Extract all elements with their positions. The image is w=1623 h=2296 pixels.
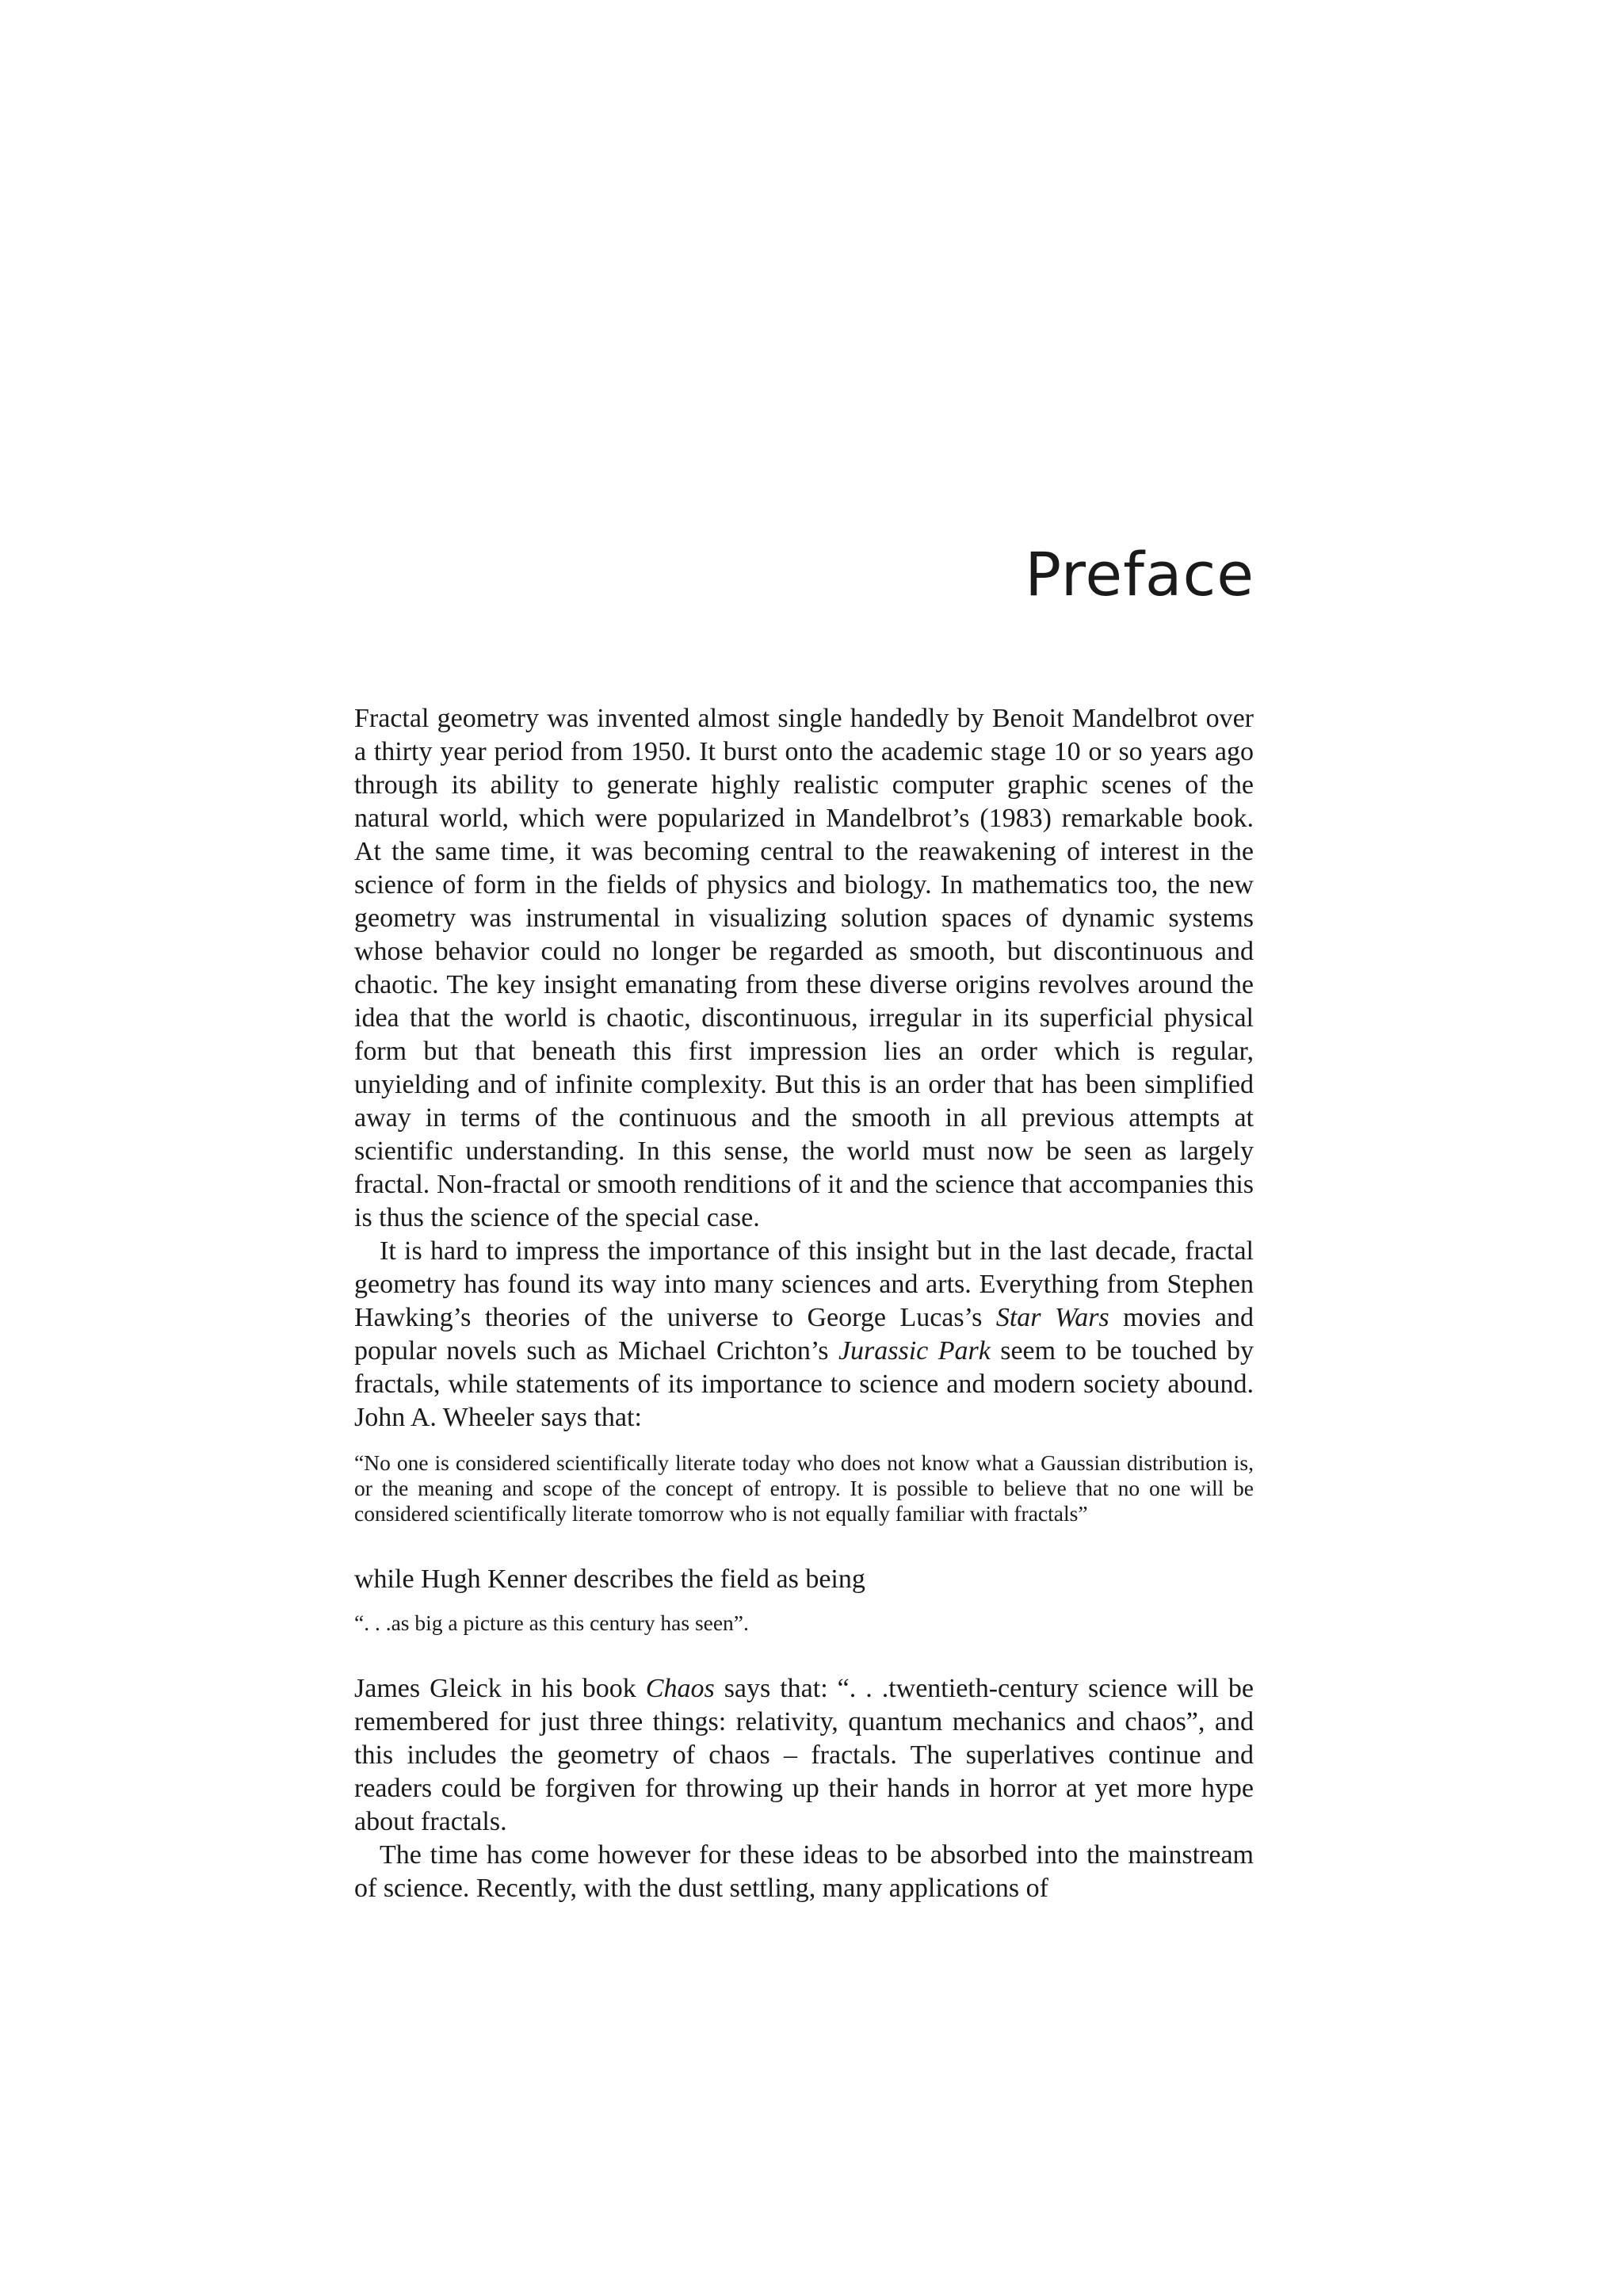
- kenner-quote: “. . .as big a picture as this century has seen”.: [354, 1610, 749, 1635]
- paragraph-3-text-b: says that: “. . .twentieth-century science will be remembered for just three things: relativity, quantum mechanics and chaos”, and this includes the geometry of chaos – fractals. The superlatives continue and readers could be forgiven for throwing up their hands in horror at yet more hype about fractals.: [354, 1674, 1254, 1836]
- paragraph-3-text-a: James Gleick in his book: [354, 1674, 646, 1703]
- paragraph-2: [354, 1235, 1254, 1435]
- wheeler-quote: “No one is considered scientifically literate today who does not know what a Gaussian distribution is, or the meaning and scope of the concept of entropy. It is possible to believe that no one will be considered scientifically literate tomorrow who is not equally familiar with fractals”: [354, 1450, 1254, 1526]
- title-star-wars: Star Wars: [995, 1303, 1109, 1332]
- kenner-lead-in: while Hugh Kenner describes the field as being: [354, 1564, 865, 1594]
- title-jurassic-park: Jurassic Park: [838, 1336, 991, 1366]
- paragraph-4: The time has come however for these ideas to be absorbed into the mainstream of science. Recently, with the dust settling, many applications of: [354, 1840, 1254, 1903]
- paragraph-2-text-a: It is hard to impress the importance of this insight but in the last decade, fractal geometry has found its way into many sciences and arts. Everything from Stephen Hawking’s theories of the universe to George Lucas’s: [354, 1236, 1254, 1332]
- paragraph-3: [354, 1672, 1254, 1839]
- paragraph-2-text-b: movies and popular novels such as Michael Crichton’s: [354, 1303, 1254, 1366]
- title-chaos: Chaos: [645, 1674, 715, 1703]
- paragraph-2-text-c: seem to be touched by fractals, while statements of its importance to science and modern society abound. John A. Wheeler says that:: [354, 1336, 1254, 1432]
- paragraph-1: Fractal geometry was invented almost single handedly by Benoit Mandelbrot over a thirty year period from 1950. It burst onto the academic stage 10 or so years ago through its ability to generate highly realistic computer graphic scenes of the natural world, which were popularized in Mandelbrot’s (1983) remarkable book. At the same time, it was becoming central to the reawakening of interest in the science of form in the fields of physics and biology. In mathematics too, the new geometry was instrumental in visualizing solution spaces of dynamic systems whose behavior could no longer be regarded as smooth, but discontinuous and chaotic. The key insight emanating from these diverse origins revolves around the idea that the world is chaotic, discontinuous, irregular in its superficial physical form but that beneath this first impression lies an order which is regular, unyielding and of infinite complexity. But this is an order that has been simplified away in terms of the continuous and the smooth in all previous attempts at scientific understanding. In this sense, the world must now be seen as largely fractal. Non-fractal or smooth renditions of it and the science that accompanies this is thus the science of the special case.: [354, 704, 1254, 1232]
- page-title: Preface: [1025, 539, 1254, 609]
- preface-body: [354, 702, 1254, 1905]
